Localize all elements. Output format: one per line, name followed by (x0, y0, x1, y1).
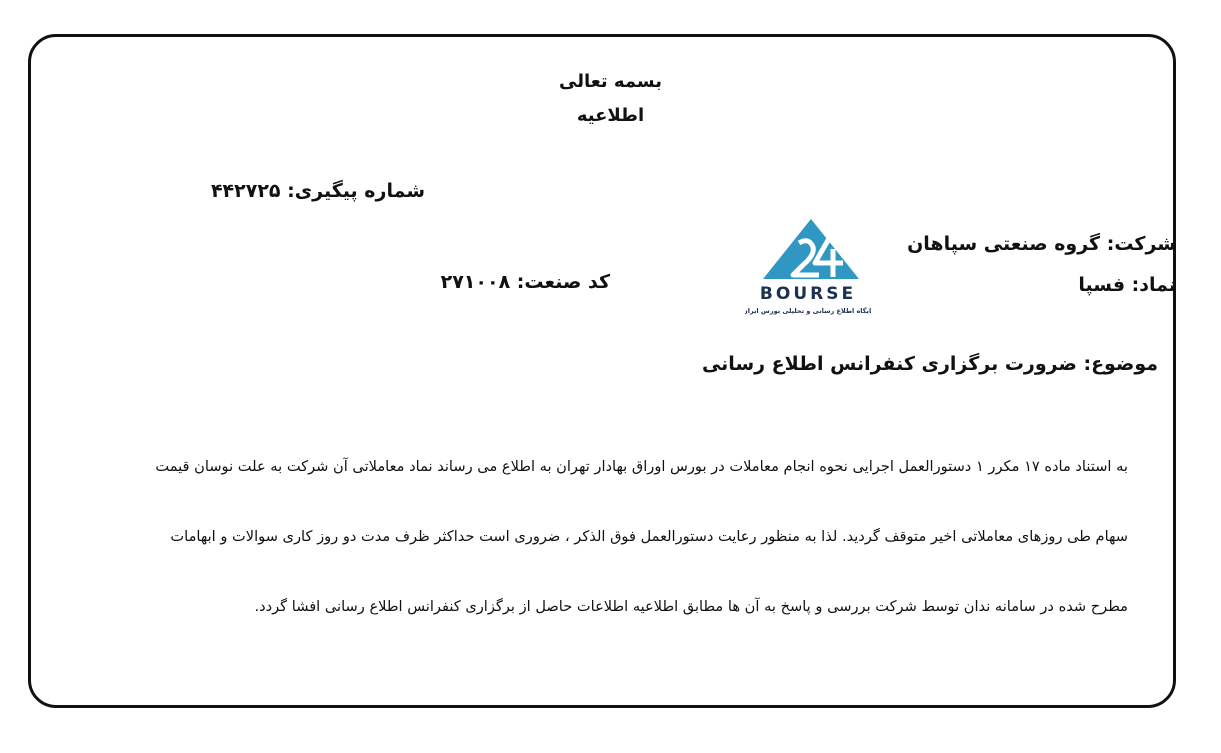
subject-line: موضوع: ضرورت برگزاری کنفرانس اطلاع رسانی (701, 353, 1158, 375)
logo-wordmark: BOURSE (759, 284, 857, 304)
body-line-1: به استناد ماده ۱۷ مکرر ۱ دستورالعمل اجرایی نحوه انجام معاملات در بورس اوراق بهادار تهران به اطلاع می رساند نماد معاملاتی آن شرکت به علت نوسان قیمت (155, 458, 1128, 475)
company-name: شرکت: گروه صنعتی سپاهان (907, 233, 1176, 255)
body-line-2: سهام طی روزهای معاملاتی اخیر متوقف گردید. لذا به منظور رعایت دستورالعمل فوق الذکر ، ضروری است حداکثر ظرف مدت دو روز کاری سوالات و ابهامات (170, 528, 1128, 545)
industry-code: کد صنعت: ۲۷۱۰۰۸ (440, 271, 610, 293)
notice-title: اطلاعیه (576, 105, 645, 126)
bourse24-logo-icon (745, 213, 871, 323)
tracking-number: شماره پیگیری: ۴۴۲۷۲۵ (210, 180, 425, 202)
body-line-3: مطرح شده در سامانه ندان توسط شرکت بررسی و پاسخ به آن ها مطابق اطلاعیه اطلاعات حاصل از برگزاری کنفرانس اطلاع رسانی افشا گردد. (254, 598, 1128, 615)
ticker-symbol: نماد: فسپا (1078, 274, 1176, 296)
bismillah-heading: بسمه تعالی (559, 71, 662, 92)
logo-tagline: پایگاه اطلاع رسانی و تحلیلی بورس ایران (745, 307, 871, 315)
